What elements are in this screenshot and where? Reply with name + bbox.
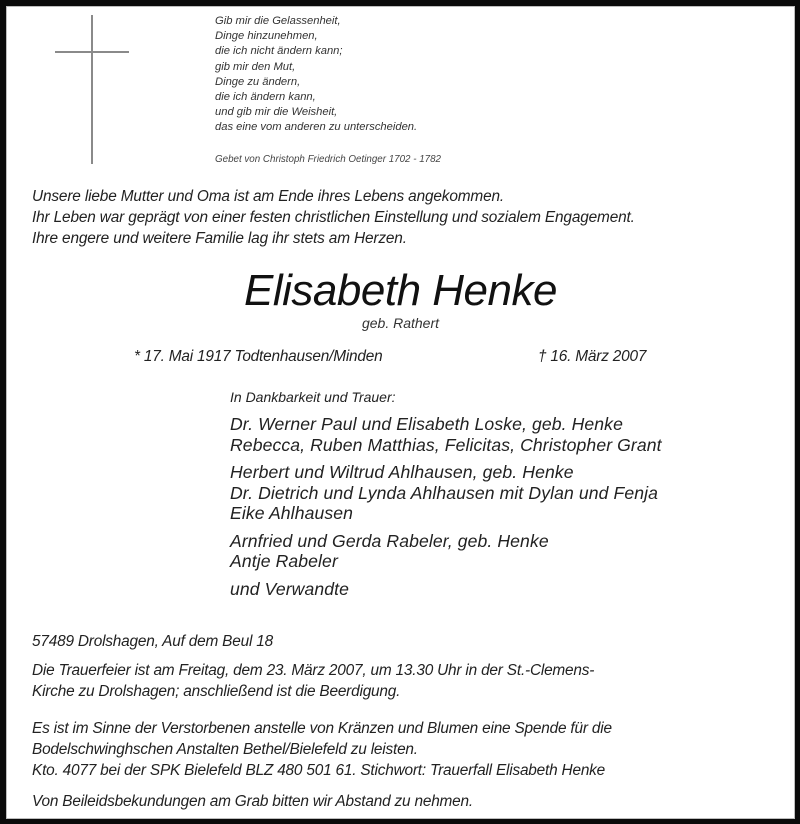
intro-text — [32, 186, 635, 249]
mourners-list — [230, 389, 662, 606]
donation-line: Es ist im Sinne der Verstorbenen anstelle von Kränzen und Blumen eine Spende für die — [32, 720, 612, 737]
poem-line: die ich nicht ändern kann; — [215, 45, 343, 58]
funeral-line: Die Trauerfeier ist am Freitag, dem 23. März 2007, um 13.30 Uhr in der St.-Clemens- — [32, 662, 595, 679]
mourner-line: und Verwandte — [230, 578, 350, 599]
poem-line: das eine vom anderen zu unterscheiden. — [215, 121, 418, 134]
donation-line: Kto. 4077 bei der SPK Bielefeld BLZ 480 501 61. Stichwort: Trauerfall Elisabeth Henke — [32, 762, 606, 779]
mourner-group — [230, 462, 662, 524]
mourner-group — [230, 531, 662, 572]
intro-line: Unsere liebe Mutter und Oma ist am Ende ihres Lebens angekommen. — [32, 188, 505, 205]
mourner-line: Rebecca, Ruben Matthias, Felicitas, Christopher Grant — [230, 434, 662, 455]
cross-vertical-bar — [91, 15, 93, 164]
mourner-line: Dr. Werner Paul und Elisabeth Loske, geb. Henke — [230, 414, 623, 434]
poem-line: Dinge zu ändern, — [215, 75, 301, 88]
serenity-prayer — [215, 14, 417, 136]
intro-line: Ihre engere und weitere Familie lag ihr stets am Herzen. — [32, 230, 407, 247]
mourner-group — [230, 579, 662, 600]
mourner-group — [230, 414, 662, 455]
intro-line: Ihr Leben war geprägt von einer festen christlichen Einstellung und sozialem Engagement. — [32, 209, 635, 226]
donation-line: Bodelschwinghschen Anstalten Bethel/Bielefeld zu leisten. — [32, 741, 418, 758]
funeral-line: Kirche zu Drolshagen; anschließend ist die Beerdigung. — [32, 683, 401, 700]
poem-line: gib mir den Mut, — [215, 60, 296, 73]
poem-source: Gebet von Christoph Friedrich Oetinger 1702 - 1782 — [215, 154, 441, 165]
deceased-name: Elisabeth Henke — [244, 266, 557, 315]
closing-note — [32, 791, 473, 812]
death-info: † 16. März 2007 — [538, 348, 647, 365]
mourner-line: Herbert und Wiltrud Ahlhausen, geb. Henke — [230, 462, 574, 482]
mourners-heading: In Dankbarkeit und Trauer: — [230, 389, 396, 405]
maiden-name: geb. Rathert — [361, 315, 440, 331]
obituary-page — [6, 6, 795, 819]
mourner-line: Dr. Dietrich und Lynda Ahlhausen mit Dylan und Fenja — [230, 482, 659, 503]
donation-info — [32, 718, 612, 781]
mourner-line: Eike Ahlhausen — [230, 503, 354, 523]
closing-line: Von Beileidsbekundungen am Grab bitten wir Abstand zu nehmen. — [32, 793, 473, 810]
poem-line: und gib mir die Weisheit, — [215, 106, 338, 119]
mourner-line: Arnfried und Gerda Rabeler, geb. Henke — [230, 530, 549, 551]
cross-horizontal-bar — [55, 51, 129, 53]
poem-line: Gib mir die Gelassenheit, — [215, 15, 341, 27]
mourner-line: Antje Rabeler — [230, 551, 338, 571]
funeral-info — [32, 660, 594, 702]
family-address: 57489 Drolshagen, Auf dem Beul 18 — [32, 633, 273, 650]
poem-line: Dinge hinzunehmen, — [215, 30, 318, 43]
poem-line: die ich ändern kann, — [215, 91, 316, 104]
birth-info: * 17. Mai 1917 Todtenhausen/Minden — [134, 348, 383, 365]
